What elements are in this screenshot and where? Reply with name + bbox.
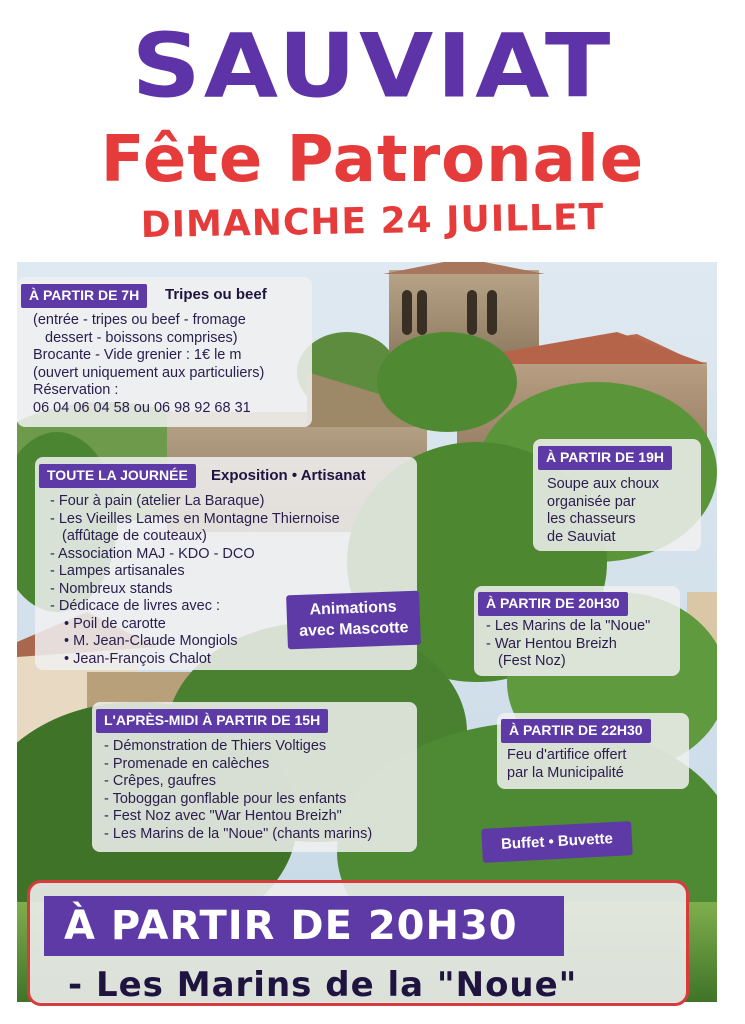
evening-2030-line: (Fest Noz) <box>498 653 566 669</box>
evening-2030-panel <box>474 586 680 676</box>
afternoon-panel <box>92 702 417 852</box>
allday-author: • Jean-François Chalot <box>64 650 211 667</box>
morning-time-tag: À PARTIR DE 7H <box>21 284 147 308</box>
poster-title: SAUVIAT <box>131 14 614 118</box>
morning-phone: 06 04 06 04 58 ou 06 98 92 68 31 <box>33 399 251 416</box>
allday-line: - Dédicace de livres avec : <box>50 598 221 614</box>
evening-2230-line: par la Municipalité <box>507 764 624 781</box>
morning-line: Brocante - Vide grenier : 1€ le m <box>33 347 242 363</box>
evening-19h-time-tag: À PARTIR DE 19H <box>538 446 672 470</box>
animations-badge <box>286 591 421 650</box>
allday-line: - Nombreux stands <box>50 580 173 597</box>
evening-2030-details <box>486 618 650 671</box>
evening-2030-line: - Les Marins de la "Noue" <box>486 618 651 634</box>
evening-19h-line: de Sauviat <box>547 528 616 545</box>
morning-line: (ouvert uniquement aux particuliers) <box>33 364 265 381</box>
evening-19h-line: organisée par <box>547 493 636 510</box>
bottom-time-tag: À PARTIR DE 20H30 <box>44 896 564 956</box>
animations-line: avec Mascotte <box>298 619 409 640</box>
allday-author: • M. Jean-Claude Mongiols <box>64 633 238 649</box>
event-date: DIMANCHE 24 JUILLET <box>140 196 605 247</box>
afternoon-line: - Démonstration de Thiers Voltiges <box>104 738 327 754</box>
evening-19h-line: Soupe aux choux <box>547 476 660 492</box>
allday-line: (affûtage de couteaux) <box>62 528 207 544</box>
morning-line: Réservation : <box>33 382 119 398</box>
allday-line: - Association MAJ - KDO - DCO <box>50 545 255 562</box>
allday-line: - Four à pain (atelier La Baraque) <box>50 493 265 509</box>
allday-line: - Lampes artisanales <box>50 563 185 579</box>
morning-line: (entrée - tripes ou beef - fromage <box>33 312 246 328</box>
morning-panel <box>17 277 312 427</box>
evening-19h-line: les chasseurs <box>547 511 636 527</box>
afternoon-line: - Promenade en calèches <box>104 755 270 772</box>
allday-line: - Les Vieilles Lames en Montagne Thiernoise <box>50 510 340 527</box>
buffet-badge: Buffet • Buvette <box>481 821 633 863</box>
afternoon-details <box>104 738 372 843</box>
morning-line: dessert - boissons comprises) <box>45 329 238 346</box>
afternoon-line: - Les Marins de la "Noue" (chants marins) <box>104 825 373 842</box>
evening-19h-details <box>547 476 659 546</box>
morning-heading: Tripes ou beef <box>165 286 267 303</box>
afternoon-time-tag: L'APRÈS-MIDI À PARTIR DE 15H <box>96 709 328 733</box>
poster-subtitle: Fête Patronale <box>100 123 645 197</box>
afternoon-line: - Toboggan gonflable pour les enfants <box>104 790 347 807</box>
afternoon-line: - Crêpes, gaufres <box>104 773 217 789</box>
animations-line: Animations <box>309 598 397 619</box>
evening-2230-details <box>507 747 626 782</box>
bottom-performer: - Les Marins de la "Noue" <box>68 965 578 1005</box>
allday-heading: Exposition • Artisanat <box>211 467 366 484</box>
evening-2230-line: Feu d'artifice offert <box>507 747 627 763</box>
evening-2030-time-tag: À PARTIR DE 20H30 <box>478 592 628 616</box>
evening-2230-time-tag: À PARTIR DE 22H30 <box>501 719 651 743</box>
allday-time-tag: TOUTE LA JOURNÉE <box>39 464 196 488</box>
afternoon-line: - Fest Noz avec "War Hentou Breizh" <box>104 808 342 824</box>
morning-details <box>33 312 264 417</box>
evening-2030-line: - War Hentou Breizh <box>486 635 617 652</box>
evening-19h-panel <box>533 439 701 551</box>
evening-2230-panel <box>497 713 689 789</box>
allday-author: • Poil de carotte <box>64 615 166 632</box>
bottom-banner <box>27 880 689 1006</box>
